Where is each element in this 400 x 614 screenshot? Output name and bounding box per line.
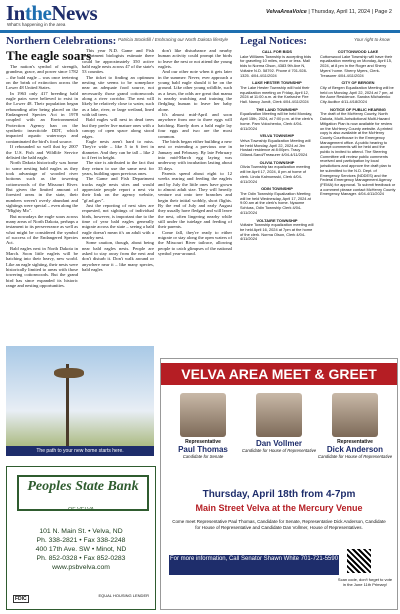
- paragraph: Come fall, they're ready to either migrate or stay along the open waters of the Missouri River tailrace, allowing people to catch glimpses of the national symbol year-around.: [158, 229, 232, 257]
- legal-right-label: Your right to know: [354, 37, 391, 42]
- legal-column-2: [320, 47, 396, 355]
- notice-text: Lake Williams Township is accepting bids for graveling 10 miles, more or less. Mail bids to Norma Olson, 4383 9th Ave N, Voltaire N.D. 58792. Phone # 701-928-1325. 4/04-4/11/2024: [240, 53, 312, 78]
- notice-text: Velva Township Equalization Meeting will be held Monday, April 22, 2024 at Jim Hostad residence at 8:00pm. Tracy Gilland-Sand/Treasurer 4/04-4/11/2024: [240, 137, 311, 158]
- candidate-dick-anderson: Representative Dick Anderson Candidate for House of Representative: [317, 393, 393, 459]
- meet-greet-advertisement[interactable]: [160, 358, 398, 610]
- notice-title: CALL FOR BIDS: [262, 49, 292, 54]
- event-description: Come meet Representative Paul Thomas, Candidate for Senate, Representative Dick Anderson, Candidate for House of Representative and Candidate Dan Vollmer, House of Representatives.: [172, 519, 386, 530]
- candidate-photo: [180, 393, 226, 437]
- notice-text: City of Bergen Equalization Meeting will be held on Monday, April 22, 2024 at 7 pm, at the Aune Residence. Sandra Michalenko City Auditor 4/11-4/18/2024: [320, 84, 394, 105]
- paragraph: If rebounded so well that by 2007 the U.S. Fish and Wildlife Service delisted the bald eagle.: [6, 144, 78, 160]
- paragraph: The size is attributed to the fact that they return to use the same nest for years, building upon previous ones.: [82, 160, 154, 176]
- paragraph: But nowadays the eagle soars across many areas of North Dakota, perhaps a testament to its perseverance as well as what might be considered the symbol of success of the Endangered Species Act.: [6, 213, 78, 246]
- bank-name: Peoples State Bank: [17, 475, 149, 511]
- notice-title: LAKE HESTER TOWNSHIP: [252, 80, 302, 86]
- qr-note: Scan code, don't forget to vote in the June 11th Primary!: [337, 577, 393, 587]
- paragraph: It's almost mid-April and soon anywhere from one to three eggs will hatching. Rarely does a bald eagle lay four eggs and two are the most common.: [158, 112, 232, 139]
- tagline: What's happening in the area: [7, 22, 66, 27]
- notice-text: The draft of the McHenry County, North Dakota, Multi-Jurisdictional Multi-Hazard Mitigation Plan is now available for review on the McHenry County website. A printed copy is also available at the McHenry County Courthouse in the Emergency Management office. A public hearing to accept comments will be held and the public is invited to attend. The Steering Committee will review public comments received and participation by local jurisdictions and approve the draft plan to be submitted to the N.D. Dept. of Emergency Services (NDDES) and the Federal Emergency Management Agency (FEMA) for approval. To submit feedback or a comment please contact McHenry County Emergency Manager. 4/04-4/11/2024: [320, 111, 396, 197]
- article-column-2: [82, 48, 154, 342]
- notice-title: ODIN TOWNSHIP: [261, 186, 293, 192]
- notice-title: VELVA TOWNSHIP: [259, 133, 295, 139]
- notice-title: THE LAND TOWNSHIP: [256, 106, 298, 112]
- meet-greet-title: VELVA AREA MEET & GREET: [161, 363, 397, 385]
- dateline: VelvaAreaVoice | Thursday, April 11, 2024 | Page 2: [265, 9, 392, 15]
- qr-code-icon[interactable]: [347, 549, 371, 573]
- paragraph: This year N.D. Game and Fish Department biologists estimate there could be approximately 350 active bald eagle nests across 47 of the state's 53 counties.: [82, 48, 154, 75]
- notice-title: NOTICE OF PUBLIC HEARING: [330, 106, 386, 112]
- logo: IntheNews: [6, 1, 98, 25]
- paragraph: The birds began either building a new nest or extending a previous one in January and February. By late February into mid-March egg laying was underway with incubation lasting about 35 days.: [158, 138, 232, 171]
- northern-section-title: Northern Celebrations:: [6, 35, 117, 47]
- paragraph: North Dakota historically was home to some nesting bald eagles as they took advantage of wooded river bottoms such as the towering cottonwoods of the Missouri River. But given the limited amount of forested areas in the state, their numbers weren't overly abundant and sightings were special – even along the "Mighty Mo".: [6, 160, 78, 214]
- notice-text: The Lake Hester Township will hold their equalization meeting on Friday, April 12, 2024 at 11:00 a.m. at the Karlsruhe Fire Hall. Nancy Jundt, Clerk 4/04-4/11/2024: [240, 84, 310, 105]
- bank-contact: 101 N. Main St. • Velva, ND Ph. 338-2821 • Fax 338-2248 400 17th Ave. SW • Minot, ND Ph. 852-0328 • Fax 852-0283 www.psbvelva.com: [7, 527, 155, 572]
- legal-column-1: [240, 47, 314, 355]
- legal-section-title: Legal Notices:: [240, 35, 307, 47]
- notice-text: Equalization Meeting will be held Monday, April 15th, 2024, at 7:00 p.m. at the clerk's home. Pam Volochenko, Clerk 4/04-4/11/2024: [240, 111, 313, 131]
- eagle-photo: [6, 346, 154, 454]
- notice-title: COTTONWOOD LAKE: [337, 49, 379, 54]
- paragraph: don't like disturbance and nearby human activity could prompt the birds to leave the nest or not attend the young eaglets.: [158, 48, 232, 70]
- article-column-3: [158, 48, 232, 352]
- paragraph: The Game and Fish Department tracks eagle nests sites and would appreciate people report a nest via their link on the agency website, "gf.nd.gov".: [82, 176, 154, 203]
- paragraph: The ticket to finding an optimum nesting site seems to be someplace near an adequate food source, not necessarily those grand cottonwoods along a river corridor. The nest will likely be relatively close to water, such as a lake, river, or large wetland, lined with tall trees.: [82, 74, 154, 118]
- masthead: [0, 0, 400, 30]
- paragraph: And our other note when it gets later in the summer: Never, ever approach a young bald eagle should it be on the ground. Like other young wildlife, such as a fawn, the odds are great that mama is nearby watching and training the fledgling human to leave her baby alone.: [158, 69, 232, 112]
- photo-caption: The path to your new home starts here.: [6, 446, 154, 456]
- bank-advertisement[interactable]: [6, 466, 156, 610]
- notice-text: The Odin Township Equalization Meeting will be held Wednesday, April 17, 2024 at 9:00 am at the clerk's home. Nyaome Schluss, Odin Township Clerk 4/04-4/11/2024: [240, 190, 311, 215]
- bank-sub: OF VELVA: [67, 507, 95, 513]
- paragraph: In 1963 only 417 breeding bald eagle pairs were believed to exist in the Lower 48. Their population began rebounding after being placed on the Endangered Species Act in 1978 coupled with an Environmental Protection Agency ban on the synthetic insecticide DDT, which impacted aquatic waterways and contaminated the bird's food source.: [6, 90, 78, 144]
- paragraph: Some caution, though, about being near bald eagles nests. People are asked to stay away from the nest and don't disturb it. Don't walk around or anywhere near it – like many species, bald eagles: [82, 240, 154, 273]
- article-headline: The eagle soars: [6, 48, 92, 63]
- event-date: Thursday, April 18th from 4-7pm: [202, 489, 356, 500]
- article-column-1: [6, 64, 78, 342]
- notice-text: Cottonwood Lake Township will have their equalization meeting on Monday, April 15, 2024, at 8 pm in the Roger and Sherry Myers' home. Sherry Myers, Clerk-Treasurer 4/04-4/11/2024: [320, 53, 393, 78]
- paragraph: Parents spend about eight to 12 weeks rearing and feeding the eaglets and by July the little ones have grown to almost adult size. They will heavily venture out onto tree branches and begin their initial wobbly, short flights. By the end of July and early August they usually have fledged and will leave the nest, often lingering nearby while still under the tutelage and feeding of their parents.: [158, 170, 232, 230]
- candidate-photo: [256, 393, 302, 437]
- paragraph: The nation's symbol of strength, grandeur, grace, and power since 1782 – the bald eagle – was once teetering on the brink of extinction across the Lower 48 United States.: [6, 64, 78, 91]
- candidate-photo: [332, 393, 378, 437]
- notice-title: OLIVIA TOWNSHIP: [259, 159, 295, 165]
- notice-text: Olivia Township tax equalization meeting will be April 17, 2024, 8 pm at home of clerk. Linda Kalmorwski, Clerk 4/04-4/11/2024: [240, 164, 310, 184]
- fdic-logo: FDIC: [15, 596, 27, 602]
- rsvp-contact: For more information, Call Senator Shawn White 701-721-5590: [169, 555, 339, 575]
- equal-housing-icon: EQUAL HOUSING LENDER: [98, 593, 149, 598]
- candidate-dan-vollmer: Dan Vollmer Candidate for House of Representative: [241, 393, 317, 453]
- paragraph: Just the reporting of nest sites are requested, not sightings of individual birds, however, is important due to the time of year bald eagles generally migrate across the state – seeing a bald eagle doesn't mean it's an adult with a nearby nest.: [82, 202, 154, 241]
- notice-title: VOLTAIRE TOWNSHIP: [256, 217, 298, 223]
- paragraph: Bald eagles nest in North Dakota in March. Soon little eaglets will be hatching into their heavy, new world. Like an eagle sighting, their nests were historically limited to areas with those towering cottonwoods. But the grand bird has since expanded its historic range and nesting opportunities.: [6, 245, 78, 289]
- byline: Patricia Stockdill / Embracing our North Dakota lifestyle: [118, 37, 229, 42]
- candidate-paul-thomas: Representative Paul Thomas Candidate for Senate: [165, 393, 241, 459]
- bank-website-link[interactable]: www.psbvelva.com: [52, 564, 110, 571]
- paragraph: Eagle nests aren't hard to miss. They're wide – like 5 to 6 feet in diameter. And they can be tall – like 2 to 4 feet in height.: [82, 138, 154, 160]
- notice-text: Voltaire Township equalization meeting will be held April 16, 2024 at 7pm at the home of the clerk. Norma Olson, Clerk 4/04-4/11/2024: [240, 222, 314, 242]
- event-location: Main Street Velva at the Mercury Venue: [195, 503, 363, 513]
- notice-title: CITY OF BERGEN: [341, 80, 375, 86]
- masthead-rule: [0, 30, 400, 33]
- paragraph: Bald eagles will nest in dead trees but they prefer live mature ones with a canopy of open space along stood edges.: [82, 117, 154, 139]
